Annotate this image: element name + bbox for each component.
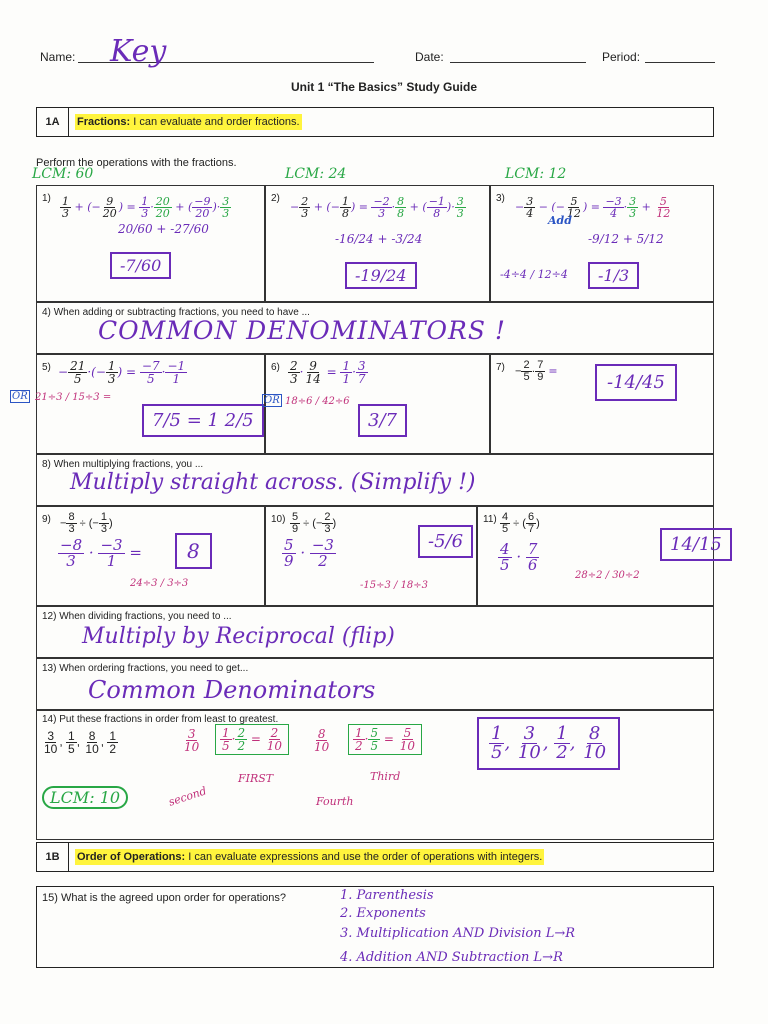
name-label: Name: [40, 50, 76, 64]
period-label: Period: [602, 50, 641, 64]
section-heading: Fractions: [77, 116, 131, 128]
section-1b-header [36, 842, 714, 872]
date-label: Date: [415, 50, 444, 64]
lcm-label-1: LCM: 60 [32, 166, 94, 182]
label-first: FIRST [238, 772, 274, 785]
problem-14-given: $\frac{3}{10}$ , $\frac{1}{5}$ , $\frac{8}{10}$ , $\frac{1}{2}$ [44, 729, 117, 756]
problem-1-expression: $\frac{1}{3}$ + (− $\frac{9}{20}$ ) = $\frac{1}{3}$ · $\frac{20}{20}$ + ( $\frac{-9}{20}$ )· $\frac{3}{3}$ [62, 195, 230, 220]
problem-11-work: $\frac{4}{5}$ · $\frac{7}{6}$ [500, 540, 538, 574]
problem-9-expression: − $\frac{8}{3}$ ÷ (− $\frac{1}{3}$ ) [60, 511, 113, 535]
problem-2-number: 2) [271, 193, 280, 204]
problem-14-question: 14) Put these fractions in order from least to greatest. [42, 714, 279, 725]
problem-4-answer: COMMON DENOMINATORS ! [98, 316, 506, 345]
given-8-10: $\frac{8}{10}$ [314, 727, 330, 754]
problem-10-answer: -5/6 [418, 525, 473, 558]
problem-13-answer: Common Denominators [88, 676, 376, 704]
problem-6-answer: 3/7 [358, 404, 407, 437]
problem-5-answer: 7/5 = 1 2/5 [142, 404, 264, 437]
problem-11-number: 11) [483, 514, 497, 525]
label-second: second [166, 784, 209, 809]
section-heading: Order of Operations: [77, 851, 186, 863]
problem-3-note: Add [548, 214, 572, 227]
given-1-2-conversion: $\frac{1}{2}$ · $\frac{5}{5}$ = $\frac{5}{10}$ [348, 724, 422, 755]
problem-5-or-work: 21÷3 / 15÷3 = [35, 392, 112, 403]
problem-10-expression: $\frac{5}{9}$ ÷ (− $\frac{2}{3}$ ) [292, 511, 337, 535]
problem-10-number: 10) [271, 514, 286, 525]
order-step-2: 2. Exponents [340, 906, 426, 921]
problem-9-simplify: 24÷3 / 3÷3 [130, 578, 189, 589]
label-third: Third [370, 770, 401, 783]
period-line [645, 62, 715, 63]
problem-1-step: 20/60 + -27/60 [118, 222, 209, 236]
section-code: 1B [37, 843, 69, 871]
problem-10-work: $\frac{5}{9}$ · $\frac{-3}{2}$ [284, 536, 334, 570]
name-value: Key [110, 34, 167, 69]
problem-1-number: 1) [42, 193, 51, 204]
section-statement: I can evaluate and order fractions. [133, 116, 300, 128]
problem-9-number: 9) [42, 514, 51, 525]
problem-2-expression: − $\frac{2}{3}$ + (− $\frac{1}{8}$ ) = $\frac{-2}{3}$ · $\frac{8}{8}$ + ( $\frac{-1}{8}$ )· $\frac{3}{3}$ [290, 195, 464, 220]
instructions: Perform the operations with the fractions. [36, 157, 237, 169]
problem-15-question: 15) What is the agreed upon order for operations? [42, 892, 286, 904]
problem-3-expression: − $\frac{3}{4}$ − (− $\frac{5}{12}$ ) = $\frac{-3}{4}$ · $\frac{3}{3}$ + $\frac{5}{12}$ [515, 195, 671, 220]
problem-11-answer: 14/15 [660, 528, 732, 561]
problem-8-answer: Multiply straight across. (Simplify !) [70, 470, 476, 495]
problem-3-step-2: -4÷4 / 12÷4 [500, 268, 568, 281]
problem-11-simplify: 28÷2 / 30÷2 [575, 570, 640, 581]
problem-7-number: 7) [496, 362, 505, 373]
problem-12-question: 12) When dividing fractions, you need to ... [42, 611, 232, 622]
problem-6-number: 6) [271, 362, 280, 373]
section-code: 1A [37, 108, 69, 136]
problem-7-answer: -14/45 [595, 364, 677, 401]
section-statement: I can evaluate expressions and use the order of operations with integers. [188, 851, 543, 863]
problem-11-expression: $\frac{4}{5}$ ÷ ( $\frac{6}{7}$ ) [502, 511, 540, 535]
problem-4-question: 4) When adding or subtracting fractions, you need to have ... [42, 307, 310, 318]
problem-1-answer: -7/60 [110, 252, 171, 279]
problem-14-answer: $\frac{1}{5}$ , $\frac{3}{10}$ , $\frac{1}{2}$ , $\frac{8}{10}$ [477, 717, 620, 770]
problem-6-or-note: OR [264, 395, 280, 406]
section-1a-header [36, 107, 714, 137]
problem-12-answer: Multiply by Reciprocal (flip) [82, 624, 395, 649]
problem-3-step-1: -9/12 + 5/12 [588, 232, 664, 246]
problem-9-answer: 8 [175, 533, 212, 569]
problem-5-number: 5) [42, 362, 51, 373]
lcm-label-3: LCM: 12 [505, 166, 567, 182]
order-step-1: 1. Parenthesis [340, 888, 434, 903]
given-3-10: $\frac{3}{10}$ [184, 727, 200, 754]
problem-2-answer: -19/24 [345, 262, 417, 289]
problem-6-or-work: 18÷6 / 42÷6 [285, 396, 350, 407]
problem-6-expression: $\frac{2}{3}$ · $\frac{9}{14}$ = $\frac{1}{1}$ · $\frac{3}{7}$ [290, 359, 366, 386]
date-line [450, 62, 586, 63]
problem-13-question: 13) When ordering fractions, you need to get... [42, 663, 249, 674]
order-step-3: 3. Multiplication AND Division L→R [340, 926, 576, 941]
label-fourth: Fourth [316, 795, 354, 808]
order-step-4: 4. Addition AND Subtraction L→R [340, 950, 563, 965]
problem-7-expression: − $\frac{2}{5}$ · $\frac{7}{9}$ = [515, 359, 558, 383]
problem-3-answer: -1/3 [588, 262, 639, 289]
problem-10-simplify: -15÷3 / 18÷3 [360, 580, 429, 591]
problem-8-question: 8) When multiplying fractions, you ... [42, 459, 204, 470]
problem-3-number: 3) [496, 193, 505, 204]
problem-2-step: -16/24 + -3/24 [335, 232, 423, 246]
page-title: Unit 1 “The Basics” Study Guide [290, 80, 478, 94]
problem-14-lcm: LCM: 10 [42, 786, 128, 809]
problem-5-or-note: OR [12, 391, 28, 402]
problem-5-expression: − $\frac{21}{5}$ ·(− $\frac{1}{3}$ ) = $\frac{-7}{5}$ · $\frac{-1}{1}$ [58, 359, 186, 386]
given-1-5-conversion: $\frac{1}{5}$ · $\frac{2}{2}$ = $\frac{2}{10}$ [215, 724, 289, 755]
lcm-label-2: LCM: 24 [285, 166, 347, 182]
problem-9-work: $\frac{-8}{3}$ · $\frac{-3}{1}$ = [60, 536, 142, 570]
